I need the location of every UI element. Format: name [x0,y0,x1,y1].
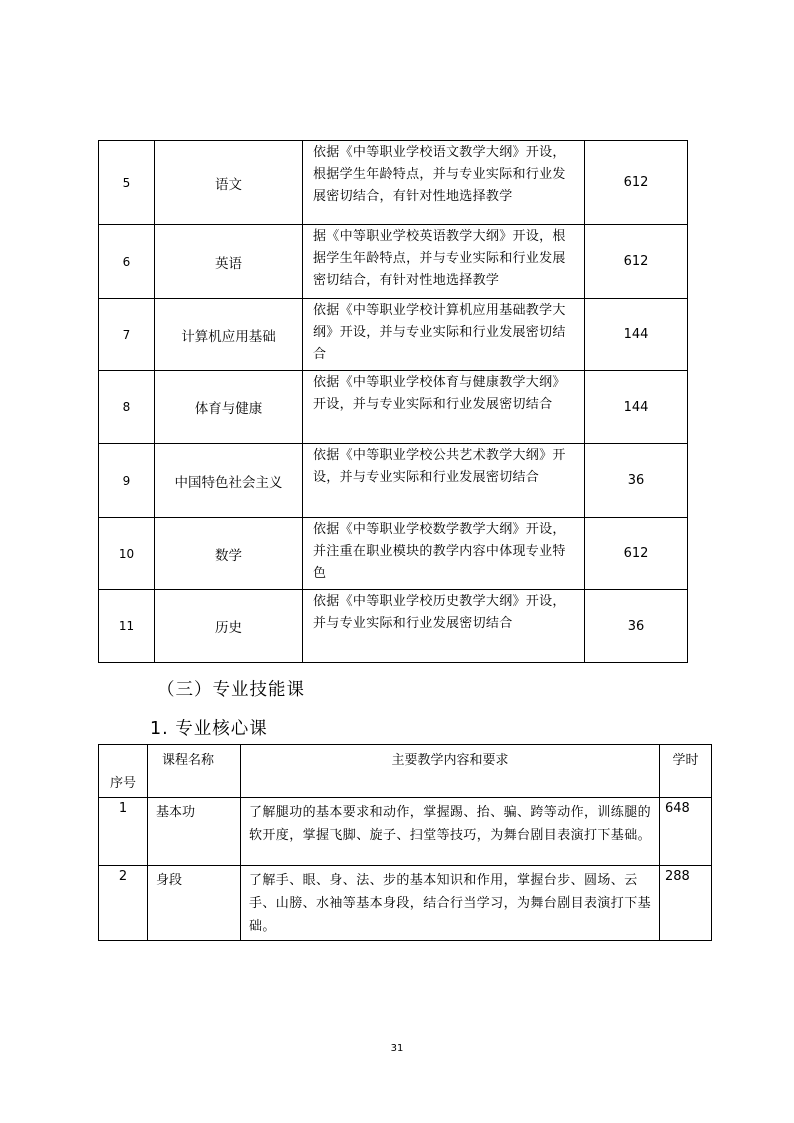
core-courses-table [98,744,712,941]
table-row [99,444,688,518]
course-content: 依据《中等职业学校数学教学大纲》开设，并注重在职业模块的教学内容中体现专业特色 [303,518,585,590]
course-seq: 5 [99,141,155,225]
course-content: 依据《中等职业学校体育与健康教学大纲》开设，并与专业实际和行业发展密切结合 [303,371,585,444]
course-name: 数学 [155,518,303,590]
table-row [99,866,712,941]
header-course-name: 课程名称 [148,745,241,798]
course-hours: 612 [585,141,688,225]
header-seq: 序号 [99,745,148,798]
course-content: 依据《中等职业学校公共艺术教学大纲》开设，并与专业实际和行业发展密切结合 [303,444,585,518]
page-number: 31 [390,1043,404,1054]
table-header-row [99,745,712,798]
core-seq: 1 [99,798,148,866]
course-hours: 144 [585,371,688,444]
course-content: 依据《中等职业学校计算机应用基础教学大纲》开设，并与专业实际和行业发展密切结合 [303,299,585,371]
general-courses-table [98,140,688,663]
course-seq: 6 [99,225,155,299]
core-seq: 2 [99,866,148,941]
course-seq: 10 [99,518,155,590]
core-hours: 648 [660,798,712,866]
table-row [99,518,688,590]
header-content: 主要教学内容和要求 [241,745,660,798]
course-hours: 144 [585,299,688,371]
core-name: 身段 [148,866,241,941]
header-hours: 学时 [660,745,712,798]
course-content: 依据《中等职业学校历史教学大纲》开设，并与专业实际和行业发展密切结合 [303,590,585,663]
course-content: 据《中等职业学校英语教学大纲》开设，根据学生年龄特点，并与专业实际和行业发展密切结合，有针对性地选择教学 [303,225,585,299]
section-heading: （三）专业技能课 [157,680,305,700]
sub-heading: 1. 专业核心课 [150,719,268,739]
course-name: 英语 [155,225,303,299]
course-name: 体育与健康 [155,371,303,444]
course-seq: 9 [99,444,155,518]
core-content: 了解腿功的基本要求和动作，掌握踢、抬、骗、跨等动作，训练腿的软开度，掌握飞脚、旋子、扫堂等技巧，为舞台剧目表演打下基础。 [241,798,660,866]
course-name: 历史 [155,590,303,663]
course-hours: 612 [585,225,688,299]
course-name: 计算机应用基础 [155,299,303,371]
course-seq: 8 [99,371,155,444]
table-row [99,225,688,299]
course-hours: 36 [585,444,688,518]
table-row [99,590,688,663]
course-hours: 612 [585,518,688,590]
course-content: 依据《中等职业学校语文教学大纲》开设，根据学生年龄特点，并与专业实际和行业发展密切结合，有针对性地选择教学 [303,141,585,225]
table-row [99,798,712,866]
core-hours: 288 [660,866,712,941]
course-seq: 11 [99,590,155,663]
course-hours: 36 [585,590,688,663]
course-name: 中国特色社会主义 [155,444,303,518]
core-content: 了解手、眼、身、法、步的基本知识和作用，掌握台步、圆场、云手、山膀、水袖等基本身段，结合行当学习，为舞台剧目表演打下基础。 [241,866,660,941]
table-row [99,299,688,371]
core-name: 基本功 [148,798,241,866]
table-row [99,371,688,444]
course-name: 语文 [155,141,303,225]
table-row [99,141,688,225]
course-seq: 7 [99,299,155,371]
